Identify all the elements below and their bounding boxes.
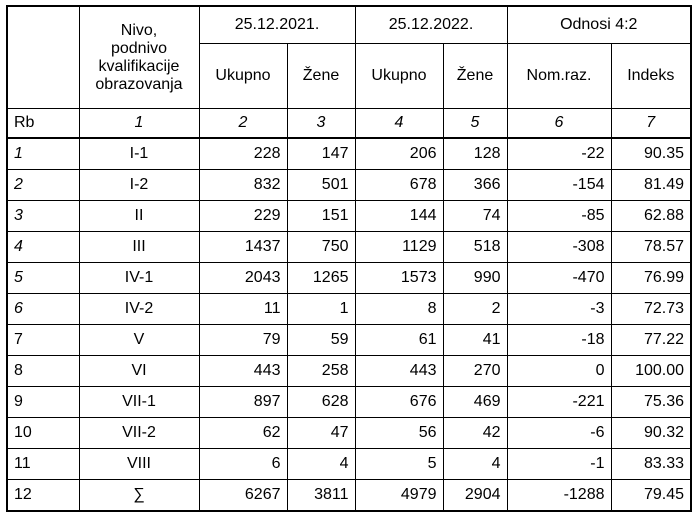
ukupno-2022-header: Ukupno bbox=[355, 44, 443, 109]
nivo-header-line: Nivo, bbox=[120, 21, 158, 39]
nom-raz-cell: -85 bbox=[507, 201, 611, 232]
zene-2021-cell: 1 bbox=[287, 294, 355, 325]
ukupno-2021-cell: 229 bbox=[199, 201, 287, 232]
nom-raz-cell: -470 bbox=[507, 263, 611, 294]
ukupno-2021-cell: 6267 bbox=[199, 480, 287, 512]
nom-raz-cell: -221 bbox=[507, 387, 611, 418]
ratio-header: Odnosi 4:2 bbox=[507, 6, 691, 44]
ukupno-2022-cell: 206 bbox=[355, 138, 443, 170]
nivo-cell: ∑ bbox=[79, 480, 199, 512]
col-number: 3 bbox=[287, 109, 355, 139]
col-number: 4 bbox=[355, 109, 443, 139]
table-row bbox=[7, 232, 691, 263]
rb-cell: 8 bbox=[7, 356, 79, 387]
ukupno-2021-cell: 228 bbox=[199, 138, 287, 170]
table-row bbox=[7, 138, 691, 170]
nom-raz-cell: -3 bbox=[507, 294, 611, 325]
zene-2021-cell: 47 bbox=[287, 418, 355, 449]
nivo-header-line: obrazovanja bbox=[95, 75, 183, 93]
ukupno-2022-cell: 144 bbox=[355, 201, 443, 232]
nivo-cell: I-2 bbox=[79, 170, 199, 201]
ukupno-2022-cell: 1129 bbox=[355, 232, 443, 263]
nivo-header-line: podnivo bbox=[110, 39, 168, 57]
indeks-cell: 78.57 bbox=[611, 232, 691, 263]
zene-2022-header: Žene bbox=[443, 44, 507, 109]
ukupno-2021-cell: 11 bbox=[199, 294, 287, 325]
zene-2022-cell: 2 bbox=[443, 294, 507, 325]
zene-2021-cell: 501 bbox=[287, 170, 355, 201]
table-row bbox=[7, 356, 691, 387]
table-row bbox=[7, 449, 691, 480]
ukupno-2021-cell: 6 bbox=[199, 449, 287, 480]
indeks-cell: 79.45 bbox=[611, 480, 691, 512]
zene-2022-cell: 41 bbox=[443, 325, 507, 356]
zene-2021-header: Žene bbox=[287, 44, 355, 109]
rb-cell: 6 bbox=[7, 294, 79, 325]
table-row bbox=[7, 201, 691, 232]
col-number: 5 bbox=[443, 109, 507, 139]
zene-2021-cell: 258 bbox=[287, 356, 355, 387]
rb-cell: 3 bbox=[7, 201, 79, 232]
col-number: 1 bbox=[79, 109, 199, 139]
zene-2022-cell: 128 bbox=[443, 138, 507, 170]
nivo-cell: III bbox=[79, 232, 199, 263]
ukupno-2022-cell: 56 bbox=[355, 418, 443, 449]
qualification-table bbox=[6, 5, 692, 512]
nivo-cell: VI bbox=[79, 356, 199, 387]
ukupno-2022-cell: 1573 bbox=[355, 263, 443, 294]
indeks-header: Indeks bbox=[611, 44, 691, 109]
zene-2021-cell: 4 bbox=[287, 449, 355, 480]
table-row bbox=[7, 387, 691, 418]
nivo-cell: I-1 bbox=[79, 138, 199, 170]
nivo-cell: IV-2 bbox=[79, 294, 199, 325]
ukupno-2022-cell: 678 bbox=[355, 170, 443, 201]
zene-2022-cell: 2904 bbox=[443, 480, 507, 512]
table-row bbox=[7, 325, 691, 356]
ukupno-2021-header: Ukupno bbox=[199, 44, 287, 109]
rb-cell: 11 bbox=[7, 449, 79, 480]
zene-2021-cell: 147 bbox=[287, 138, 355, 170]
nom-raz-cell: -22 bbox=[507, 138, 611, 170]
zene-2021-cell: 59 bbox=[287, 325, 355, 356]
indeks-cell: 83.33 bbox=[611, 449, 691, 480]
rb-cell: 5 bbox=[7, 263, 79, 294]
zene-2022-cell: 518 bbox=[443, 232, 507, 263]
col-number: 2 bbox=[199, 109, 287, 139]
nom-raz-cell: 0 bbox=[507, 356, 611, 387]
date-2021-header: 25.12.2021. bbox=[199, 6, 355, 44]
ukupno-2022-cell: 8 bbox=[355, 294, 443, 325]
nivo-header-line: kvalifikacije bbox=[98, 57, 180, 75]
rb-cell: 7 bbox=[7, 325, 79, 356]
rb-header: Rb bbox=[7, 109, 79, 139]
table-row bbox=[7, 418, 691, 449]
table-row bbox=[7, 480, 691, 512]
nivo-header bbox=[79, 6, 199, 109]
col-number: 6 bbox=[507, 109, 611, 139]
zene-2022-cell: 42 bbox=[443, 418, 507, 449]
table-row bbox=[7, 294, 691, 325]
indeks-cell: 81.49 bbox=[611, 170, 691, 201]
zene-2022-cell: 469 bbox=[443, 387, 507, 418]
ukupno-2022-cell: 676 bbox=[355, 387, 443, 418]
ukupno-2021-cell: 2043 bbox=[199, 263, 287, 294]
ukupno-2021-cell: 897 bbox=[199, 387, 287, 418]
rb-cell: 1 bbox=[7, 138, 79, 170]
indeks-cell: 75.36 bbox=[611, 387, 691, 418]
ukupno-2022-cell: 5 bbox=[355, 449, 443, 480]
nivo-cell: VIII bbox=[79, 449, 199, 480]
nom-raz-cell: -6 bbox=[507, 418, 611, 449]
nom-raz-cell: -308 bbox=[507, 232, 611, 263]
rb-cell: 12 bbox=[7, 480, 79, 512]
zene-2021-cell: 151 bbox=[287, 201, 355, 232]
col-number: 7 bbox=[611, 109, 691, 139]
indeks-cell: 90.35 bbox=[611, 138, 691, 170]
rb-cell: 9 bbox=[7, 387, 79, 418]
zene-2021-cell: 1265 bbox=[287, 263, 355, 294]
ukupno-2021-cell: 832 bbox=[199, 170, 287, 201]
rb-cell: 4 bbox=[7, 232, 79, 263]
nom-raz-cell: -1 bbox=[507, 449, 611, 480]
nom-raz-cell: -18 bbox=[507, 325, 611, 356]
zene-2021-cell: 750 bbox=[287, 232, 355, 263]
date-2022-header: 25.12.2022. bbox=[355, 6, 507, 44]
indeks-cell: 90.32 bbox=[611, 418, 691, 449]
nom-raz-cell: -1288 bbox=[507, 480, 611, 512]
zene-2022-cell: 74 bbox=[443, 201, 507, 232]
ukupno-2022-cell: 4979 bbox=[355, 480, 443, 512]
zene-2021-cell: 3811 bbox=[287, 480, 355, 512]
nivo-cell: V bbox=[79, 325, 199, 356]
nivo-cell: VII-2 bbox=[79, 418, 199, 449]
nivo-cell: IV-1 bbox=[79, 263, 199, 294]
ukupno-2022-cell: 443 bbox=[355, 356, 443, 387]
table-row bbox=[7, 170, 691, 201]
ukupno-2021-cell: 62 bbox=[199, 418, 287, 449]
rb-header-cell bbox=[7, 6, 79, 109]
nom-raz-cell: -154 bbox=[507, 170, 611, 201]
indeks-cell: 76.99 bbox=[611, 263, 691, 294]
nivo-cell: VII-1 bbox=[79, 387, 199, 418]
indeks-cell: 72.73 bbox=[611, 294, 691, 325]
nivo-cell: II bbox=[79, 201, 199, 232]
ukupno-2022-cell: 61 bbox=[355, 325, 443, 356]
rb-cell: 10 bbox=[7, 418, 79, 449]
ukupno-2021-cell: 79 bbox=[199, 325, 287, 356]
zene-2022-cell: 990 bbox=[443, 263, 507, 294]
zene-2021-cell: 628 bbox=[287, 387, 355, 418]
ukupno-2021-cell: 1437 bbox=[199, 232, 287, 263]
rb-cell: 2 bbox=[7, 170, 79, 201]
table-row bbox=[7, 263, 691, 294]
zene-2022-cell: 366 bbox=[443, 170, 507, 201]
zene-2022-cell: 270 bbox=[443, 356, 507, 387]
indeks-cell: 77.22 bbox=[611, 325, 691, 356]
indeks-cell: 62.88 bbox=[611, 201, 691, 232]
nom-raz-header: Nom.raz. bbox=[507, 44, 611, 109]
indeks-cell: 100.00 bbox=[611, 356, 691, 387]
ukupno-2021-cell: 443 bbox=[199, 356, 287, 387]
zene-2022-cell: 4 bbox=[443, 449, 507, 480]
